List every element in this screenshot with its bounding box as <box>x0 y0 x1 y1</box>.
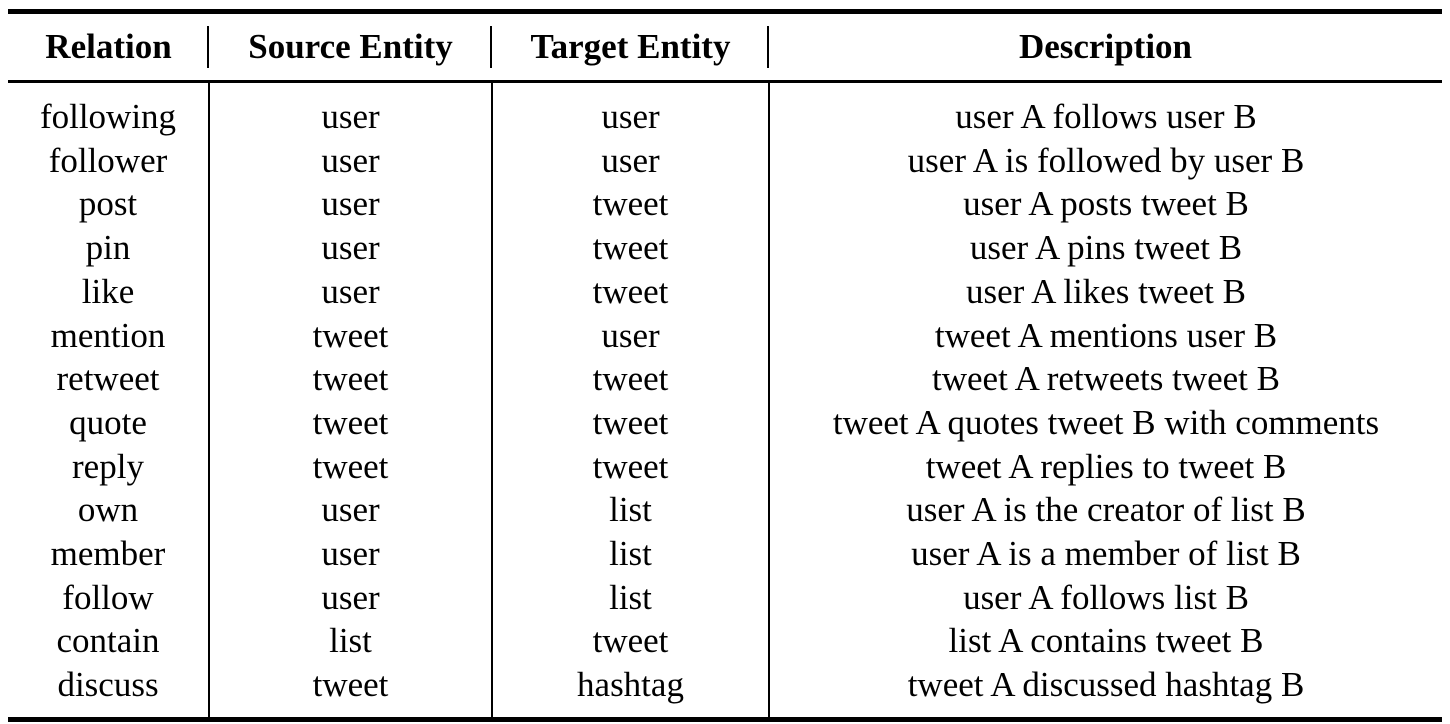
header-source-entity: Source Entity <box>209 14 492 80</box>
table-row <box>8 445 1442 489</box>
cell-target: tweet <box>492 619 769 663</box>
cell-description: tweet A replies to tweet B <box>925 446 1287 486</box>
table-row <box>8 226 1442 270</box>
cell-relation: follower <box>8 139 209 183</box>
spacer-cell <box>209 707 492 717</box>
cell-description: tweet A retweets tweet B <box>932 359 1280 399</box>
cell-source: user <box>209 488 492 532</box>
cell-target: list <box>492 488 769 532</box>
cell-relation: pin <box>8 226 209 270</box>
table-row <box>8 576 1442 620</box>
header-target-entity: Target Entity <box>492 14 769 80</box>
cell-source: user <box>209 532 492 576</box>
cell-source: user <box>209 139 492 183</box>
spacer-cell <box>8 83 209 95</box>
table-header <box>8 14 1442 80</box>
cell-source: user <box>209 270 492 314</box>
cell-relation: mention <box>8 314 209 358</box>
cell-relation: discuss <box>8 663 209 707</box>
table-row <box>8 488 1442 532</box>
table-body <box>8 83 1442 717</box>
cell-description: user A likes tweet B <box>966 271 1246 311</box>
spacer-cell <box>492 83 769 95</box>
table-row <box>8 182 1442 226</box>
cell-description: list A contains tweet B <box>948 621 1264 661</box>
table-row <box>8 401 1442 445</box>
cell-relation: following <box>8 95 209 139</box>
table-row <box>8 270 1442 314</box>
cell-relation: retweet <box>8 357 209 401</box>
cell-target: list <box>492 576 769 620</box>
relation-table <box>8 9 1442 722</box>
cell-relation: own <box>8 488 209 532</box>
cell-description: user A posts tweet B <box>963 184 1249 224</box>
cell-target: tweet <box>492 445 769 489</box>
cell-source: list <box>209 619 492 663</box>
cell-description: user A is followed by user B <box>907 140 1305 180</box>
spacer-cell <box>492 707 769 717</box>
header-description: Description <box>1018 27 1193 66</box>
cell-relation: reply <box>8 445 209 489</box>
cell-description: user A pins tweet B <box>969 228 1243 268</box>
cell-target: tweet <box>492 357 769 401</box>
spacer-cell <box>8 707 209 717</box>
spacer-row <box>8 707 1442 717</box>
cell-target: tweet <box>492 182 769 226</box>
cell-target: user <box>492 139 769 183</box>
cell-target: list <box>492 532 769 576</box>
cell-source: tweet <box>209 401 492 445</box>
table-row <box>8 619 1442 663</box>
cell-relation: follow <box>8 576 209 620</box>
bottom-rule <box>8 717 1442 722</box>
cell-source: user <box>209 576 492 620</box>
cell-description: user A follows user B <box>955 97 1257 136</box>
cell-description: user A follows list B <box>963 577 1249 617</box>
cell-relation: like <box>8 270 209 314</box>
spacer-cell <box>769 83 1442 95</box>
cell-relation: contain <box>8 619 209 663</box>
cell-source: user <box>209 226 492 270</box>
cell-source: user <box>209 95 492 139</box>
cell-relation: quote <box>8 401 209 445</box>
cell-target: tweet <box>492 270 769 314</box>
cell-description: tweet A quotes tweet B with comments <box>832 402 1380 442</box>
cell-source: user <box>209 182 492 226</box>
cell-target: tweet <box>492 401 769 445</box>
header-relation: Relation <box>8 14 209 80</box>
spacer-cell <box>769 707 1442 717</box>
table-row <box>8 139 1442 183</box>
cell-description: tweet A discussed hashtag B <box>907 665 1305 705</box>
table-row <box>8 95 1442 139</box>
header-row <box>8 14 1442 80</box>
cell-description: user A is a member of list B <box>911 534 1301 574</box>
table-row <box>8 357 1442 401</box>
cell-source: tweet <box>209 357 492 401</box>
table-row <box>8 663 1442 707</box>
cell-description: tweet A mentions user B <box>934 315 1278 355</box>
cell-target: tweet <box>492 226 769 270</box>
cell-target: user <box>492 314 769 358</box>
cell-target: user <box>492 95 769 139</box>
cell-relation: post <box>8 182 209 226</box>
cell-source: tweet <box>209 314 492 358</box>
table-row <box>8 314 1442 358</box>
table-row <box>8 532 1442 576</box>
cell-description: user A is the creator of list B <box>906 490 1306 530</box>
cell-source: tweet <box>209 663 492 707</box>
cell-source: tweet <box>209 445 492 489</box>
cell-relation: member <box>8 532 209 576</box>
spacer-cell <box>209 83 492 95</box>
spacer-row <box>8 83 1442 95</box>
cell-target: hashtag <box>492 663 769 707</box>
